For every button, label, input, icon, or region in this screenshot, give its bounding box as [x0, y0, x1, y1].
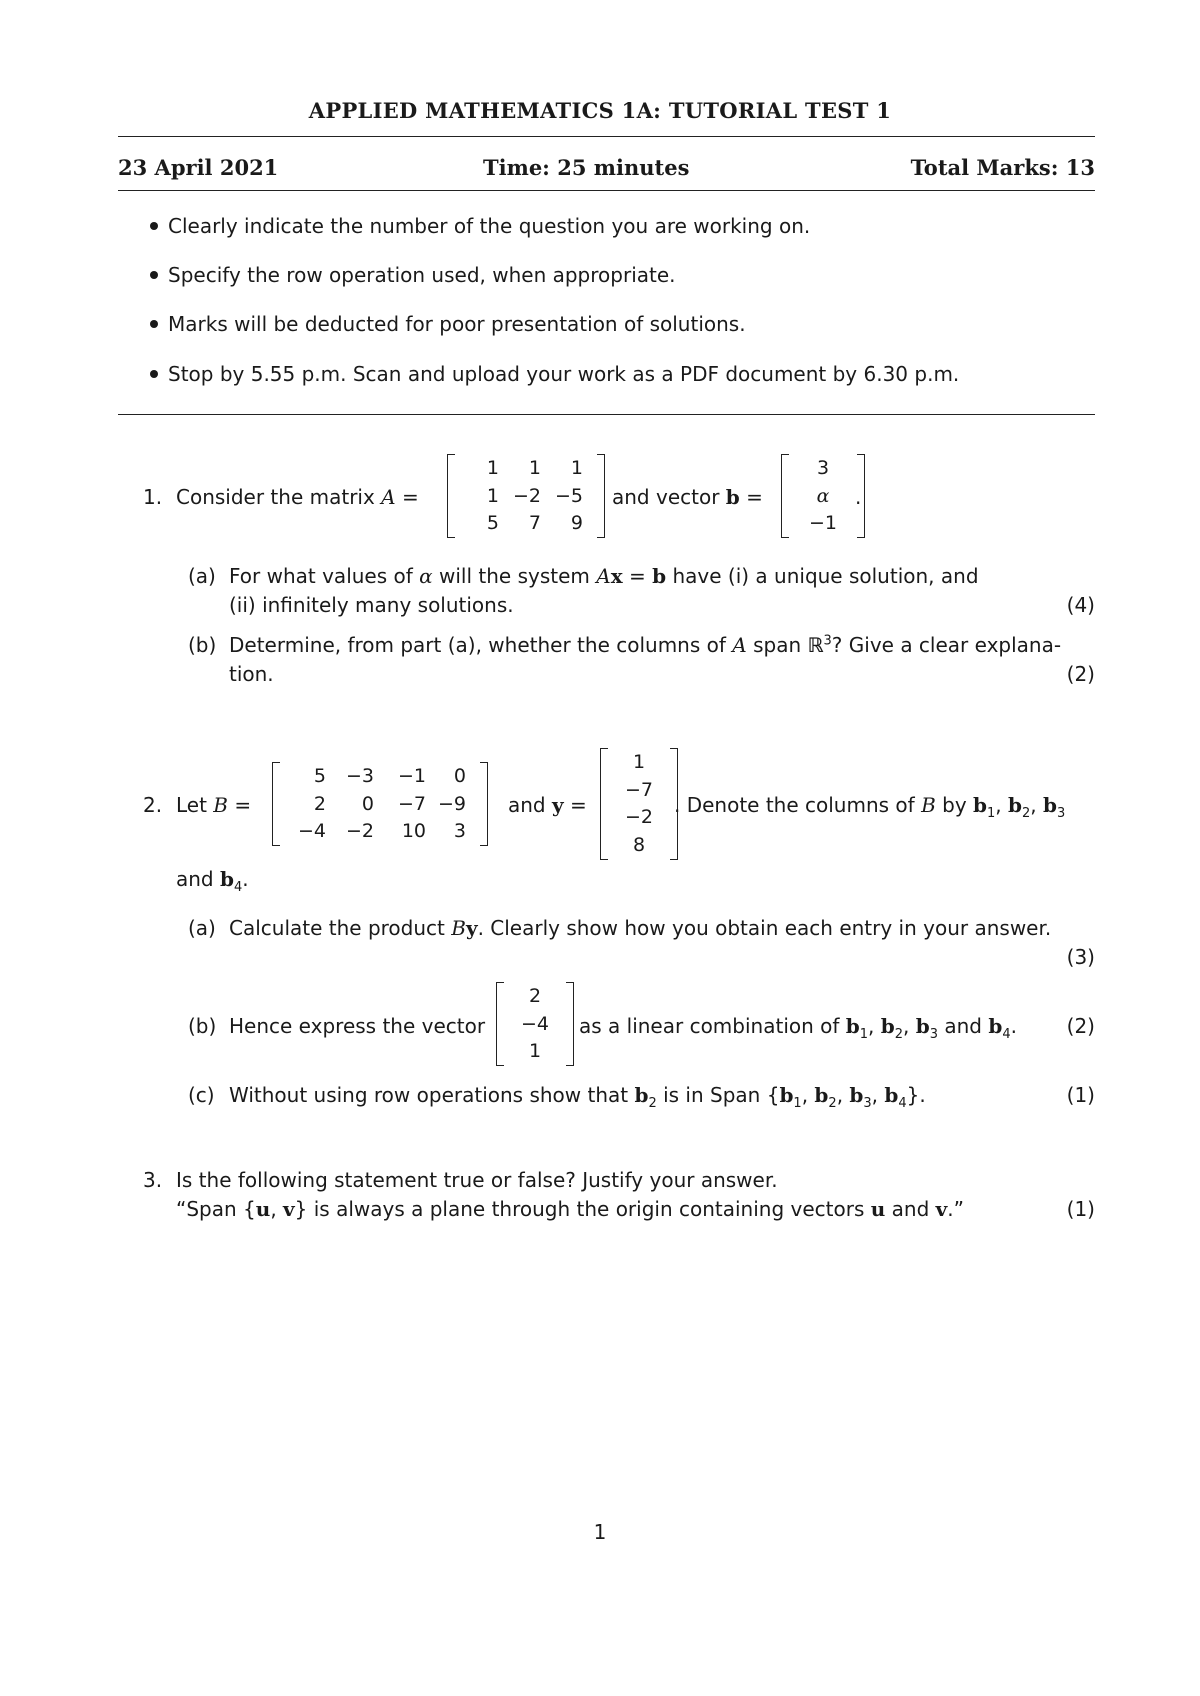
q1a-mark: (4)	[1066, 593, 1095, 617]
matrix-cell: 1	[528, 456, 541, 479]
q2b-text-1: Hence express the vector	[229, 1014, 486, 1038]
page-number: 1	[593, 1520, 607, 1544]
matrix-cell: −3	[345, 764, 374, 787]
q2a-label: (a)	[188, 916, 216, 940]
matrix-cell: −1	[397, 764, 426, 787]
vector-cell: 1	[632, 750, 646, 773]
q2-and-b4: and $b_4$.	[176, 867, 249, 895]
matrix-a	[447, 454, 605, 538]
q2a-mark: (3)	[1066, 945, 1095, 969]
matrix-cell: 5	[313, 764, 326, 787]
q1-and-vector: and vector b =	[612, 485, 763, 509]
q1a-line2: (ii) infinitely many solutions.	[229, 593, 514, 617]
vector-cell: −4	[520, 1012, 549, 1035]
q2c-mark: (1)	[1066, 1083, 1095, 1107]
matrix-cell: −2	[345, 820, 374, 843]
q1b-label: (b)	[188, 633, 217, 657]
instruction-item: Specify the row operation used, when appropriate.	[150, 263, 676, 287]
q3-line1: Is the following statement true or false? Justify your answer.	[176, 1168, 778, 1192]
q2-number: 2.	[143, 793, 163, 817]
vector-cell: α	[816, 484, 830, 507]
bullet-icon	[150, 271, 158, 279]
q2b-mark: (2)	[1066, 1014, 1095, 1038]
instruction-item: Stop by 5.55 p.m. Scan and upload your work as a PDF document by 6.30 p.m.	[150, 362, 959, 386]
page-title: APPLIED MATHEMATICS 1A: TUTORIAL TEST 1	[308, 98, 892, 123]
matrix-b	[272, 762, 488, 846]
bullet-icon	[150, 370, 158, 378]
q3-line2: “Span {u, v} is always a plane through the origin containing vectors u and v.”	[176, 1197, 964, 1221]
header-date: 23 April 2021	[118, 155, 279, 180]
matrix-cell: 2	[313, 792, 326, 815]
q2-and-y: and y =	[508, 793, 587, 817]
matrix-cell: 3	[453, 820, 466, 843]
vector-cell: 1	[528, 1040, 542, 1063]
q2b-label: (b)	[188, 1014, 217, 1038]
matrix-cell: −9	[438, 792, 467, 815]
matrix-cell: 1	[486, 484, 499, 507]
matrix-cell: 0	[361, 792, 374, 815]
vector-cell: 8	[632, 834, 646, 857]
matrix-cell: 10	[401, 820, 426, 843]
bullet-icon	[150, 320, 158, 328]
q2-let: Let B =	[176, 793, 252, 817]
q1b-line2: tion.	[229, 662, 274, 686]
q1a-text: For what values of α will the system Ax = b have (i) a unique solution, and	[229, 564, 979, 588]
q2c-label: (c)	[188, 1083, 215, 1107]
matrix-cell: −5	[554, 484, 583, 507]
matrix-cell: 0	[453, 764, 466, 787]
matrix-cell: −4	[297, 820, 326, 843]
instructions-rule	[118, 414, 1095, 415]
vector-cell: −7	[624, 778, 653, 801]
vector-cell: −2	[624, 806, 653, 829]
vector-cell: 2	[528, 984, 542, 1007]
header-time: Time: 25 minutes	[483, 155, 690, 180]
q3-mark: (1)	[1066, 1197, 1095, 1221]
matrix-cell: 1	[570, 456, 583, 479]
matrix-cell: 1	[486, 456, 499, 479]
matrix-cell: 7	[528, 512, 541, 535]
instruction-item: Marks will be deducted for poor presentation of solutions.	[150, 312, 746, 336]
header-rule-top	[118, 136, 1095, 137]
instruction-item: Clearly indicate the number of the question you are working on.	[150, 214, 810, 238]
q2c-text: Without using row operations show that $b_2$ is in Span {$b_1$, $b_2$, $b_3$, $b_4$}.	[229, 1083, 926, 1111]
q1b-mark: (2)	[1066, 662, 1095, 686]
q2b-text-2: as a linear combination of $b_1$, $b_2$, $b_3$ and $b_4$.	[579, 1014, 1017, 1042]
bullet-icon	[150, 222, 158, 230]
vector-cell: 3	[816, 456, 830, 479]
matrix-cell: 5	[486, 512, 499, 535]
q1-end: .	[855, 485, 862, 509]
header-rule-bottom	[118, 190, 1095, 191]
q2-denote: . Denote the columns of B by $b_1$, $b_2$, $b_3$	[674, 793, 1066, 821]
q1a-label: (a)	[188, 564, 216, 588]
matrix-cell: 9	[570, 512, 583, 535]
matrix-cell: −7	[397, 792, 426, 815]
vector-q2b	[496, 982, 574, 1066]
q1-intro: Consider the matrix A =	[176, 485, 419, 509]
matrix-cell: −2	[512, 484, 541, 507]
vector-y	[600, 748, 678, 860]
vector-b	[781, 454, 865, 538]
q3-number: 3.	[143, 1168, 163, 1192]
q1-number: 1.	[143, 485, 163, 509]
vector-cell: −1	[808, 512, 837, 535]
q1b-text: Determine, from part (a), whether the columns of A span ℝ$^3$? Give a clear explana-	[229, 633, 1062, 657]
header-total-marks: Total Marks: 13	[910, 155, 1095, 180]
q2a-text: Calculate the product By. Clearly show how you obtain each entry in your answer.	[229, 916, 1052, 940]
